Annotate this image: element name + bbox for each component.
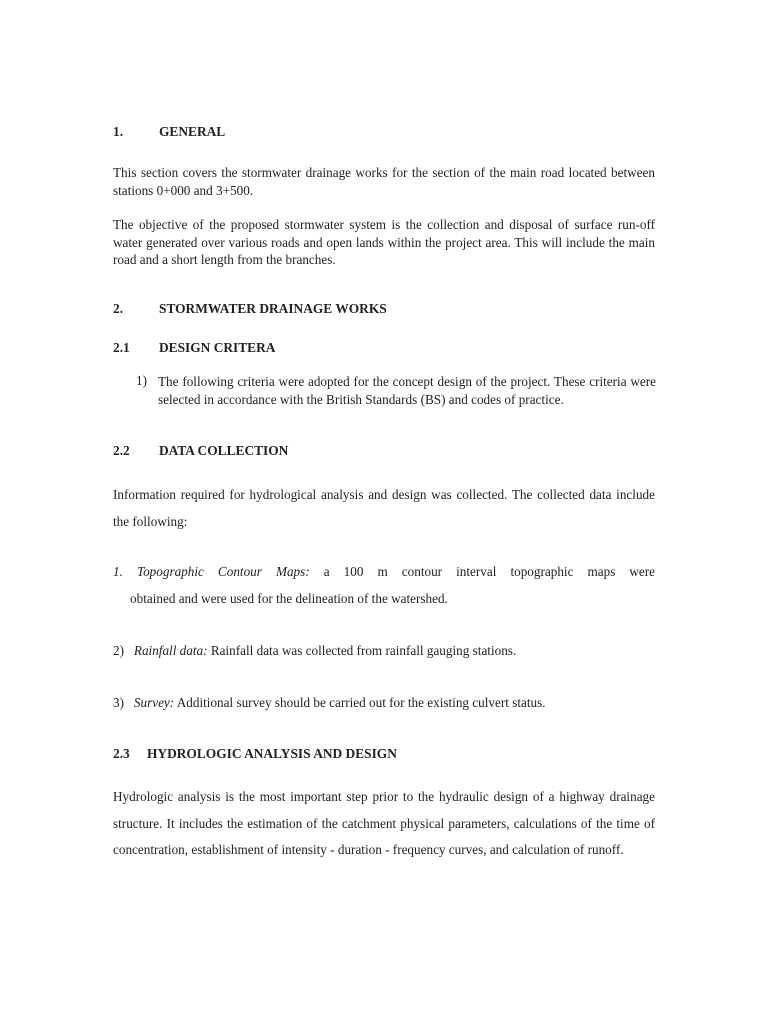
heading-title: DESIGN CRITERA bbox=[159, 340, 276, 355]
heading-general bbox=[113, 124, 655, 140]
heading-number: 2.3 bbox=[113, 746, 130, 761]
list-item-topographic bbox=[113, 564, 655, 580]
heading-design-criteria bbox=[113, 340, 655, 356]
heading-title: DATA COLLECTION bbox=[159, 443, 289, 458]
list-item-survey bbox=[113, 695, 546, 711]
heading-stormwater-drainage-works bbox=[113, 301, 655, 317]
item-text-line1: a 100 m contour interval topographic maps were bbox=[323, 564, 656, 579]
heading-number: 2. bbox=[113, 301, 124, 316]
list-item-rainfall bbox=[113, 643, 516, 659]
item-label: Topographic Contour Maps: bbox=[136, 564, 310, 579]
item-label: Rainfall data: bbox=[133, 643, 208, 658]
item-label: Survey: bbox=[133, 695, 175, 710]
paragraph-objective: The objective of the proposed stormwater system is the collection and disposal of surface run-off water generated over various roads and open lands within the project area. This will include the main road and a short length from the branches. bbox=[113, 217, 655, 267]
list-marker: 2) bbox=[113, 643, 124, 658]
list-item-criteria: The following criteria were adopted for the concept design of the project. These criteria were selected in accordance with the British Standards (BS) and codes of practice. bbox=[158, 374, 656, 407]
heading-title: GENERAL bbox=[159, 124, 226, 139]
heading-number: 2.2 bbox=[113, 443, 130, 458]
heading-hydrologic-analysis bbox=[113, 746, 655, 762]
heading-number: 2.1 bbox=[113, 340, 130, 355]
list-marker: 1) bbox=[136, 373, 147, 388]
paragraph-hydrologic: Hydrologic analysis is the most important step prior to the hydraulic design of a highway drainage structure. It includes the estimation of the catchment physical parameters, calculations of the time of concentration, establishment of intensity - duration - frequency curves, and calculation of runoff. bbox=[113, 789, 655, 857]
heading-data-collection bbox=[113, 443, 655, 459]
heading-title: STORMWATER DRAINAGE WORKS bbox=[159, 301, 387, 316]
heading-number: 1. bbox=[113, 124, 124, 139]
paragraph-data-collection: Information required for hydrological analysis and design was collected. The collected data include the following: bbox=[113, 487, 655, 529]
item-text: Rainfall data was collected from rainfall gauging stations. bbox=[210, 643, 517, 658]
list-marker: 1. bbox=[113, 564, 123, 579]
heading-title: HYDROLOGIC ANALYSIS AND DESIGN bbox=[147, 746, 397, 761]
item-text: Additional survey should be carried out for the existing culvert status. bbox=[176, 695, 546, 710]
list-marker: 3) bbox=[113, 695, 124, 710]
item-text-line2: obtained and were used for the delineation of the watershed. bbox=[130, 591, 448, 606]
paragraph-scope: This section covers the stormwater drainage works for the section of the main road located between stations 0+000 and 3+500. bbox=[113, 165, 655, 198]
